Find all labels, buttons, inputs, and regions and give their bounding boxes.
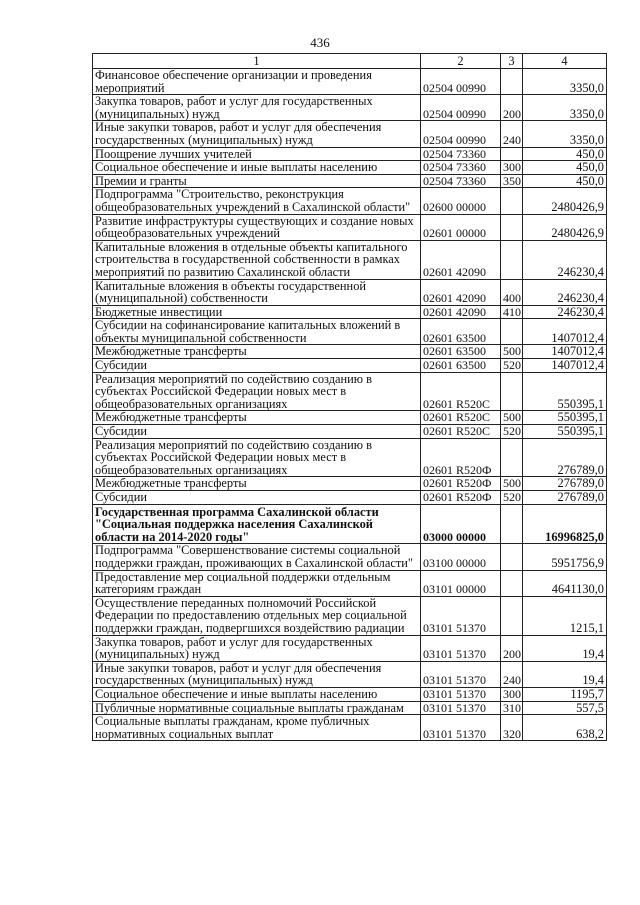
row-expense-type-cell: 310 xyxy=(501,701,523,715)
row-name-cell: Поощрение лучших учителей xyxy=(93,147,421,161)
table-row xyxy=(93,635,607,661)
row-amount-cell: 4641130,0 xyxy=(523,570,607,596)
table-row xyxy=(93,69,607,95)
table-row xyxy=(93,477,607,491)
table-row xyxy=(93,411,607,425)
table-row xyxy=(93,491,607,505)
row-amount-cell: 3350,0 xyxy=(523,69,607,95)
row-expense-type-cell: 200 xyxy=(501,95,523,121)
row-expense-type-cell: 200 xyxy=(501,635,523,661)
row-expense-type-cell: 500 xyxy=(501,345,523,359)
row-expense-type-cell: 240 xyxy=(501,121,523,147)
row-name-cell: Развитие инфраструктуры существующих и создание новых общеобразовательных учреждений xyxy=(93,214,421,240)
row-amount-cell: 276789,0 xyxy=(523,491,607,505)
row-code-cell: 03000 00000 xyxy=(421,504,501,544)
row-expense-type-cell xyxy=(501,214,523,240)
row-name-cell: Финансовое обеспечение организации и проведения мероприятий xyxy=(93,69,421,95)
row-code-cell: 02601 R520С xyxy=(421,411,501,425)
row-expense-type-cell: 240 xyxy=(501,661,523,687)
row-expense-type-cell xyxy=(501,544,523,570)
row-name-cell: Субсидии на софинансирование капитальных вложений в объекты муниципальной собственности xyxy=(93,319,421,345)
table-row xyxy=(93,147,607,161)
row-name-cell: Субсидии xyxy=(93,491,421,505)
row-code-cell: 02504 73360 xyxy=(421,174,501,188)
row-expense-type-cell: 500 xyxy=(501,411,523,425)
row-amount-cell: 1407012,4 xyxy=(523,319,607,345)
row-name-cell: Реализация мероприятий по содействию созданию в субъектах Российской Федерации новых мест в общеобразовательных организациях xyxy=(93,438,421,477)
row-name-cell: Межбюджетные трансферты xyxy=(93,345,421,359)
row-amount-cell: 5951756,9 xyxy=(523,544,607,570)
table-row xyxy=(93,121,607,147)
row-code-cell: 03101 51370 xyxy=(421,701,501,715)
table-row xyxy=(93,596,607,635)
row-expense-type-cell xyxy=(501,438,523,477)
row-amount-cell: 450,0 xyxy=(523,147,607,161)
row-expense-type-cell: 520 xyxy=(501,425,523,439)
row-amount-cell: 3350,0 xyxy=(523,121,607,147)
row-amount-cell: 3350,0 xyxy=(523,95,607,121)
row-name-cell: Осуществление переданных полномочий Российской Федерации по предоставлению отдельных мер социальной поддержки граждан, подвергшихся воздействию радиации xyxy=(93,596,421,635)
row-expense-type-cell: 320 xyxy=(501,715,523,741)
row-amount-cell: 276789,0 xyxy=(523,477,607,491)
row-name-cell: Капитальные вложения в отдельные объекты капитального строительства в государственной собственности в рамках мероприятий по развитию Сахалинской области xyxy=(93,240,421,279)
table-row xyxy=(93,504,607,544)
row-code-cell: 02601 R520Ф xyxy=(421,491,501,505)
row-code-cell: 03101 51370 xyxy=(421,635,501,661)
row-name-cell: Подпрограмма "Строительство, реконструкция общеобразовательных учреждений в Сахалинской области" xyxy=(93,188,421,214)
row-code-cell: 02504 00990 xyxy=(421,95,501,121)
row-code-cell: 02601 63500 xyxy=(421,319,501,345)
row-name-cell: Иные закупки товаров, работ и услуг для обеспечения государственных (муниципальных) нужд xyxy=(93,661,421,687)
row-expense-type-cell: 400 xyxy=(501,279,523,305)
row-name-cell: Капитальные вложения в объекты государственной (муниципальной) собственности xyxy=(93,279,421,305)
row-code-cell: 02601 00000 xyxy=(421,214,501,240)
table-row xyxy=(93,214,607,240)
table-row xyxy=(93,544,607,570)
column-header-name: 1 xyxy=(93,54,421,69)
row-amount-cell: 1215,1 xyxy=(523,596,607,635)
table-row xyxy=(93,425,607,439)
row-code-cell: 03101 51370 xyxy=(421,596,501,635)
table-row xyxy=(93,661,607,687)
table-row xyxy=(93,279,607,305)
row-amount-cell: 1407012,4 xyxy=(523,345,607,359)
row-amount-cell: 550395,1 xyxy=(523,425,607,439)
table-header-row xyxy=(93,54,607,69)
row-expense-type-cell: 500 xyxy=(501,477,523,491)
row-code-cell: 02600 00000 xyxy=(421,188,501,214)
row-name-cell: Реализация мероприятий по содействию созданию в субъектах Российской Федерации новых мест в общеобразовательных организациях xyxy=(93,372,421,411)
row-amount-cell: 16996825,0 xyxy=(523,504,607,544)
row-name-cell: Субсидии xyxy=(93,425,421,439)
table-row xyxy=(93,345,607,359)
row-expense-type-cell xyxy=(501,596,523,635)
row-amount-cell: 246230,4 xyxy=(523,305,607,319)
row-amount-cell: 557,5 xyxy=(523,701,607,715)
row-expense-type-cell xyxy=(501,240,523,279)
row-name-cell: Субсидии xyxy=(93,359,421,373)
row-name-cell: Межбюджетные трансферты xyxy=(93,477,421,491)
row-expense-type-cell xyxy=(501,319,523,345)
column-header-amount: 4 xyxy=(523,54,607,69)
row-expense-type-cell xyxy=(501,504,523,544)
row-amount-cell: 1195,7 xyxy=(523,687,607,701)
budget-table xyxy=(92,53,607,741)
table-row xyxy=(93,359,607,373)
row-code-cell: 03100 00000 xyxy=(421,544,501,570)
row-expense-type-cell: 410 xyxy=(501,305,523,319)
row-code-cell: 02601 63500 xyxy=(421,359,501,373)
row-name-cell: Предоставление мер социальной поддержки отдельным категориям граждан xyxy=(93,570,421,596)
column-header-code: 2 xyxy=(421,54,501,69)
table-row xyxy=(93,305,607,319)
row-name-cell: Социальное обеспечение и иные выплаты населению xyxy=(93,687,421,701)
row-name-cell: Закупка товаров, работ и услуг для государственных (муниципальных) нужд xyxy=(93,635,421,661)
row-code-cell: 02504 00990 xyxy=(421,69,501,95)
row-name-cell: Бюджетные инвестиции xyxy=(93,305,421,319)
row-amount-cell: 276789,0 xyxy=(523,438,607,477)
row-code-cell: 02601 R520Ф xyxy=(421,477,501,491)
row-amount-cell: 550395,1 xyxy=(523,372,607,411)
row-amount-cell: 19,4 xyxy=(523,661,607,687)
table-row xyxy=(93,240,607,279)
row-name-cell: Премии и гранты xyxy=(93,174,421,188)
table-row xyxy=(93,715,607,741)
row-amount-cell: 19,4 xyxy=(523,635,607,661)
row-name-cell: Межбюджетные трансферты xyxy=(93,411,421,425)
row-code-cell: 03101 51370 xyxy=(421,661,501,687)
row-code-cell: 03101 51370 xyxy=(421,715,501,741)
row-name-cell: Государственная программа Сахалинской области "Социальная поддержка населения Сахалинской области на 2014-2020 годы" xyxy=(93,504,421,544)
column-header-expense-type: 3 xyxy=(501,54,523,69)
row-name-cell: Публичные нормативные социальные выплаты гражданам xyxy=(93,701,421,715)
row-code-cell: 02504 00990 xyxy=(421,121,501,147)
table-row xyxy=(93,95,607,121)
table-row xyxy=(93,687,607,701)
table-row xyxy=(93,701,607,715)
row-expense-type-cell xyxy=(501,69,523,95)
row-code-cell: 02601 63500 xyxy=(421,345,501,359)
page-number: 436 xyxy=(310,35,330,50)
row-code-cell: 03101 51370 xyxy=(421,687,501,701)
row-code-cell: 02601 R520С xyxy=(421,372,501,411)
table-row xyxy=(93,161,607,175)
row-amount-cell: 246230,4 xyxy=(523,240,607,279)
table-row xyxy=(93,570,607,596)
row-amount-cell: 2480426,9 xyxy=(523,214,607,240)
table-row xyxy=(93,174,607,188)
row-expense-type-cell: 300 xyxy=(501,687,523,701)
table-row xyxy=(93,188,607,214)
row-expense-type-cell xyxy=(501,188,523,214)
row-name-cell: Закупка товаров, работ и услуг для государственных (муниципальных) нужд xyxy=(93,95,421,121)
row-expense-type-cell: 350 xyxy=(501,174,523,188)
table-row xyxy=(93,438,607,477)
row-name-cell: Иные закупки товаров, работ и услуг для обеспечения государственных (муниципальных) нужд xyxy=(93,121,421,147)
row-amount-cell: 1407012,4 xyxy=(523,359,607,373)
row-code-cell: 02601 42090 xyxy=(421,240,501,279)
row-code-cell: 02601 42090 xyxy=(421,279,501,305)
row-amount-cell: 246230,4 xyxy=(523,279,607,305)
row-expense-type-cell xyxy=(501,570,523,596)
row-name-cell: Социальные выплаты гражданам, кроме публичных нормативных социальных выплат xyxy=(93,715,421,741)
row-expense-type-cell xyxy=(501,147,523,161)
row-name-cell: Подпрограмма "Совершенствование системы социальной поддержки граждан, проживающих в Сахалинской области" xyxy=(93,544,421,570)
row-expense-type-cell: 520 xyxy=(501,359,523,373)
row-code-cell: 02504 73360 xyxy=(421,161,501,175)
row-name-cell: Социальное обеспечение и иные выплаты населению xyxy=(93,161,421,175)
row-code-cell: 02601 R520С xyxy=(421,425,501,439)
row-amount-cell: 450,0 xyxy=(523,161,607,175)
row-code-cell: 02504 73360 xyxy=(421,147,501,161)
row-amount-cell: 2480426,9 xyxy=(523,188,607,214)
row-expense-type-cell: 520 xyxy=(501,491,523,505)
row-amount-cell: 450,0 xyxy=(523,174,607,188)
table-row xyxy=(93,372,607,411)
row-amount-cell: 638,2 xyxy=(523,715,607,741)
table-row xyxy=(93,319,607,345)
row-code-cell: 02601 42090 xyxy=(421,305,501,319)
row-amount-cell: 550395,1 xyxy=(523,411,607,425)
row-code-cell: 02601 R520Ф xyxy=(421,438,501,477)
row-expense-type-cell: 300 xyxy=(501,161,523,175)
row-expense-type-cell xyxy=(501,372,523,411)
row-code-cell: 03101 00000 xyxy=(421,570,501,596)
